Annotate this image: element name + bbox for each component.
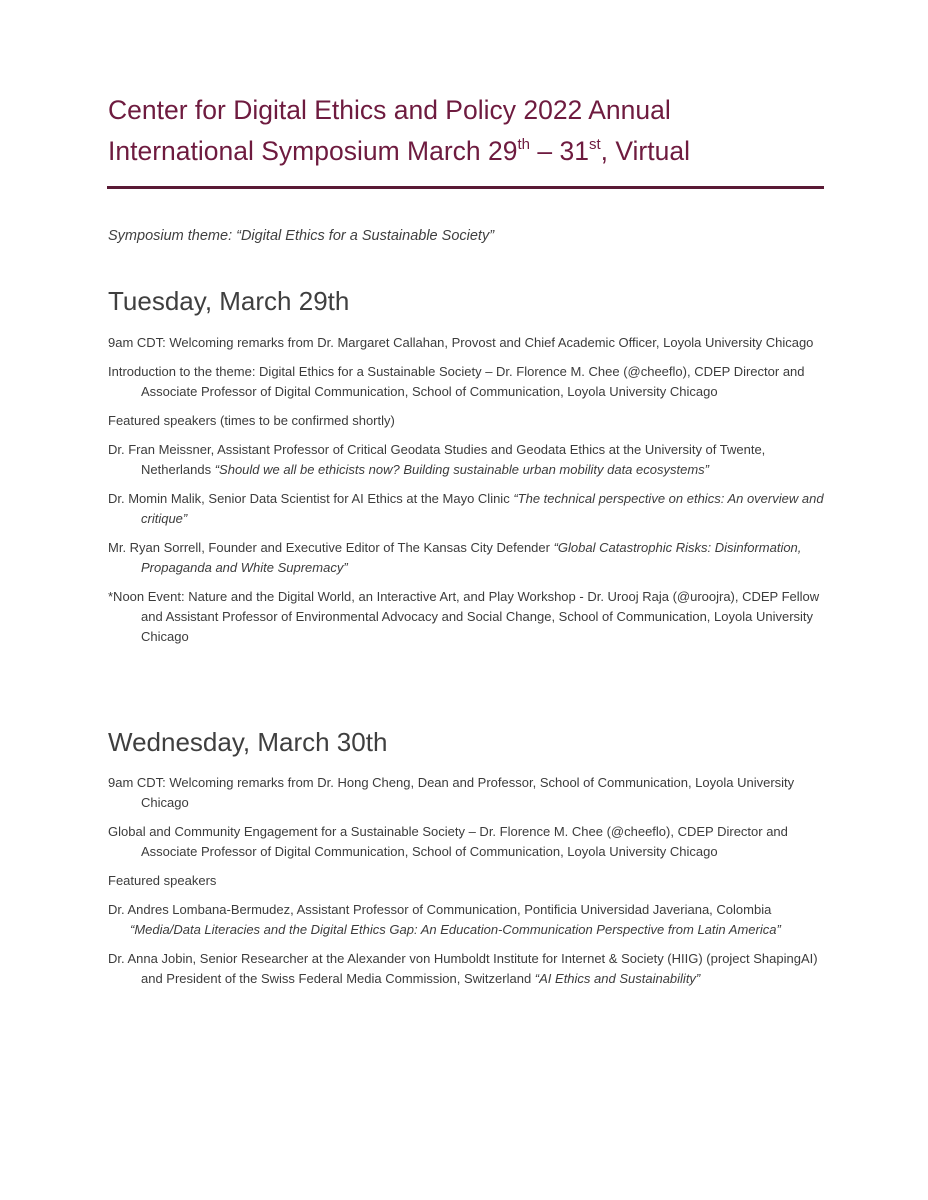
title-line-2a: International Symposium March 29 [108, 136, 518, 166]
title-divider [107, 186, 824, 189]
agenda-item: Global and Community Engagement for a Sustainable Society – Dr. Florence M. Chee (@cheeflo), CDEP Director and Associate Professor of Digital Communication, School of Communication, Loyola University Chicago [108, 824, 788, 859]
talk-title: “AI Ethics and Sustainability” [534, 971, 701, 986]
agenda-item: Featured speakers (times to be confirmed shortly) [108, 413, 395, 428]
agenda-item: *Noon Event: Nature and the Digital World, an Interactive Art, and Play Workshop - Dr. Urooj Raja (@uroojra), CDEP Fellow and Assistant Professor of Environmental Advocacy and Social Change, School of Communication, Loyola University Chicago [108, 589, 820, 644]
title-sup-st: st [588, 136, 601, 153]
agenda-item: Introduction to the theme: Digital Ethics for a Sustainable Society – Dr. Florence M. Chee (@cheeflo), CDEP Director and Associate Professor of Digital Communication, School of Communication, Loyola University Chicago [108, 364, 805, 399]
talk-title: “Global Catastrophic Risks: Disinformation, Propaganda and White Supremacy” [141, 540, 802, 575]
title-line-2b: – 31 [530, 136, 589, 166]
agenda-item: Dr. Andres Lombana-Bermudez, Assistant Professor of Communication, Pontificia Universidad Javeriana, Colombia “Media/Data Literacies and the Digital Ethics Gap: An Education-Communication Perspective from Latin America” [108, 900, 828, 940]
page-title [108, 90, 828, 172]
agenda-list-tuesday [108, 333, 828, 656]
day-heading-wednesday: Wednesday, March 30th [108, 727, 388, 757]
title-line-2c: , Virtual [600, 136, 690, 166]
title-line-1: Center for Digital Ethics and Policy 2022 Annual [108, 95, 671, 125]
agenda-item: 9am CDT: Welcoming remarks from Dr. Hong Cheng, Dean and Professor, School of Communication, Loyola University Chicago [108, 775, 795, 810]
agenda-item: Dr. Momin Malik, Senior Data Scientist for AI Ethics at the Mayo Clinic “The technical perspective on ethics: An overview and critique” [108, 491, 824, 526]
title-sup-th: th [517, 136, 530, 153]
talk-title: “Should we all be ethicists now? Building sustainable urban mobility data ecosystems” [214, 462, 709, 477]
agenda-item: 9am CDT: Welcoming remarks from Dr. Margaret Callahan, Provost and Chief Academic Officer, Loyola University Chicago [108, 335, 814, 350]
agenda-item: Dr. Anna Jobin, Senior Researcher at the Alexander von Humboldt Institute for Internet & Society (HIIG) (project ShapingAI) and President of the Swiss Federal Media Commission, Switzerland “AI Ethics and Sustainability” [108, 951, 818, 986]
agenda-item: Featured speakers [108, 873, 217, 888]
agenda-item: Dr. Fran Meissner, Assistant Professor of Critical Geodata Studies and Geodata Ethics at the University of Twente, Netherlands “Should we all be ethicists now? Building sustainable urban mobility data ecosystems” [108, 442, 766, 477]
talk-title: “The technical perspective on ethics: An overview and critique” [141, 491, 824, 526]
talk-title: “Media/Data Literacies and the Digital Ethics Gap: An Education-Communication Perspective from Latin America” [130, 922, 781, 937]
symposium-theme: Symposium theme: “Digital Ethics for a Sustainable Society” [108, 228, 495, 244]
agenda-item: Mr. Ryan Sorrell, Founder and Executive Editor of The Kansas City Defender “Global Catastrophic Risks: Disinformation, Propaganda and White Supremacy” [108, 540, 802, 575]
day-heading-tuesday: Tuesday, March 29th [108, 286, 350, 316]
agenda-list-wednesday [108, 773, 828, 998]
